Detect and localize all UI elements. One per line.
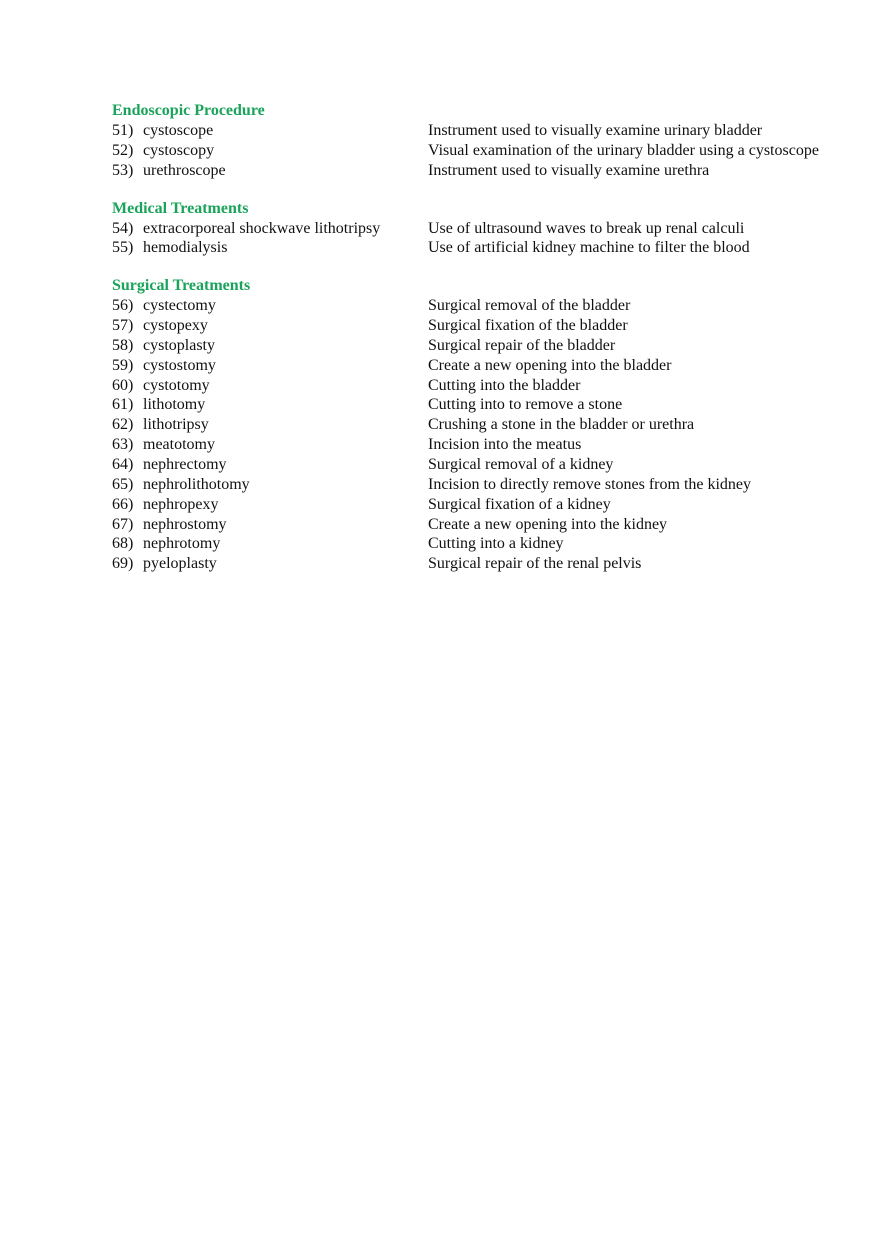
- section-heading: Endoscopic Procedure: [112, 102, 265, 119]
- term-definition: Visual examination of the urinary bladder using a cystoscope: [428, 141, 819, 159]
- term-row: [112, 376, 872, 396]
- term-definition: Crushing a stone in the bladder or urethra: [428, 416, 695, 434]
- term-definition: Instrument used to visually examine urethra: [428, 161, 710, 179]
- section: [112, 101, 872, 181]
- term-number: 67): [112, 515, 134, 533]
- term-number: 53): [112, 161, 134, 179]
- term-definition: Incision to directly remove stones from the kidney: [428, 475, 752, 493]
- term-number: 55): [112, 239, 134, 257]
- term-number: 65): [112, 475, 134, 493]
- term-name: cystoscopy: [143, 141, 215, 159]
- term-number: 60): [112, 376, 134, 394]
- term-number: 52): [112, 141, 134, 159]
- term-definition: Create a new opening into the bladder: [428, 356, 672, 374]
- term-name: cystopexy: [143, 317, 208, 335]
- term-number: 51): [112, 122, 134, 139]
- term-list-content: [112, 101, 872, 592]
- term-row: [112, 121, 872, 141]
- term-row: [112, 336, 872, 356]
- term-row: [112, 296, 872, 316]
- section-heading: Medical Treatments: [112, 199, 249, 217]
- term-row: [112, 435, 872, 455]
- term-name: urethroscope: [143, 161, 226, 179]
- term-name: meatotomy: [143, 436, 215, 454]
- term-number: 69): [112, 555, 134, 573]
- term-name: cystostomy: [143, 356, 216, 374]
- term-name: cystoplasty: [143, 336, 215, 354]
- term-number: 54): [112, 219, 134, 237]
- term-definition: Cutting into the bladder: [428, 376, 581, 394]
- term-name: nephrostomy: [143, 515, 227, 533]
- term-definition: Use of artificial kidney machine to filter the blood: [428, 239, 750, 257]
- term-definition: Surgical fixation of a kidney: [428, 495, 611, 513]
- term-row: [112, 141, 872, 161]
- term-number: 62): [112, 416, 134, 434]
- term-number: 64): [112, 455, 134, 473]
- term-name: nephropexy: [143, 495, 219, 513]
- term-row: [112, 455, 872, 475]
- term-definition: Cutting into a kidney: [428, 535, 564, 553]
- term-name: lithotripsy: [143, 416, 209, 434]
- term-name: pyeloplasty: [143, 555, 217, 573]
- term-definition: Create a new opening into the kidney: [428, 515, 668, 533]
- term-name: nephrotomy: [143, 535, 221, 553]
- term-name: cystectomy: [143, 297, 216, 315]
- term-number: 59): [112, 356, 134, 374]
- term-definition: Surgical fixation of the bladder: [428, 317, 628, 335]
- section: [112, 199, 872, 259]
- section: [112, 276, 872, 574]
- term-name: lithotomy: [143, 396, 206, 414]
- section-heading: Surgical Treatments: [112, 277, 251, 295]
- term-number: 58): [112, 336, 134, 354]
- term-definition: Use of ultrasound waves to break up renal calculi: [428, 219, 745, 237]
- term-row: [112, 554, 872, 574]
- term-row: [112, 515, 872, 535]
- term-definition: Instrument used to visually examine urinary bladder: [428, 122, 763, 139]
- term-definition: Surgical repair of the bladder: [428, 336, 616, 354]
- term-row: [112, 395, 872, 415]
- term-name: extracorporeal shockwave lithotripsy: [143, 219, 381, 237]
- term-definition: Cutting into to remove a stone: [428, 396, 623, 414]
- term-definition: Surgical removal of a kidney: [428, 455, 614, 473]
- term-name: cystoscope: [143, 122, 214, 139]
- term-row: [112, 356, 872, 376]
- term-number: 66): [112, 495, 134, 513]
- term-row: [112, 238, 872, 258]
- term-definition: Surgical removal of the bladder: [428, 297, 631, 315]
- term-number: 61): [112, 396, 134, 414]
- term-number: 68): [112, 535, 134, 553]
- term-number: 57): [112, 317, 134, 335]
- term-name: hemodialysis: [143, 239, 228, 257]
- term-row: [112, 534, 872, 554]
- term-row: [112, 316, 872, 336]
- term-row: [112, 161, 872, 181]
- term-row: [112, 415, 872, 435]
- term-name: nephrectomy: [143, 455, 227, 473]
- term-number: 56): [112, 297, 134, 315]
- term-definition: Surgical repair of the renal pelvis: [428, 555, 642, 573]
- term-name: nephrolithotomy: [143, 475, 250, 493]
- term-number: 63): [112, 436, 134, 454]
- term-row: [112, 495, 872, 515]
- term-name: cystotomy: [143, 376, 210, 394]
- term-row: [112, 219, 872, 239]
- term-row: [112, 475, 872, 495]
- term-definition: Incision into the meatus: [428, 436, 582, 454]
